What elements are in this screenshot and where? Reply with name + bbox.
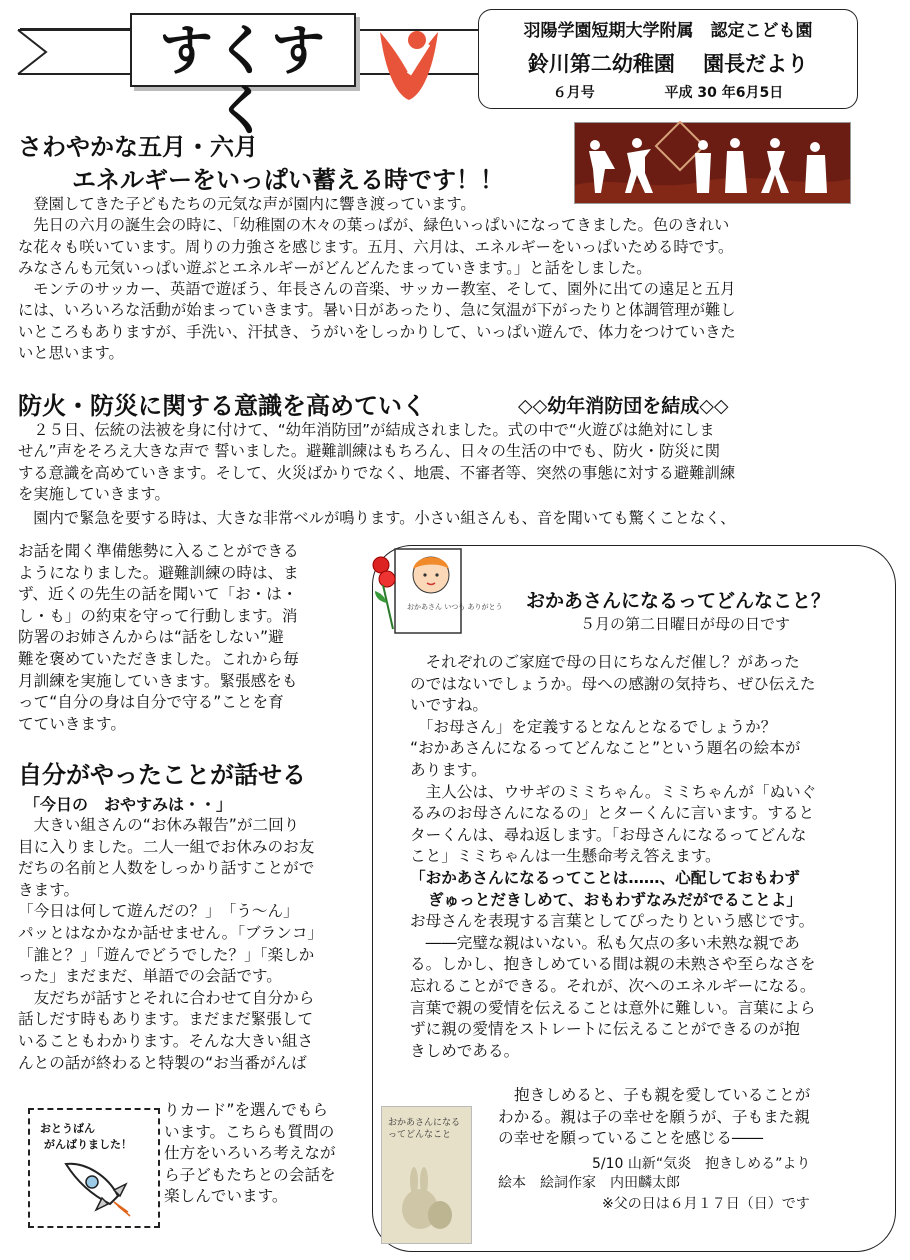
text-line: る。しかし、抱きしめている間は親の未熟さや至らなさを xyxy=(410,955,816,974)
text-line: ずに親の愛情をストレートに伝えることができるのが抱 xyxy=(410,1020,800,1039)
picture-book-cover-image xyxy=(381,1106,472,1244)
text-line: いですね。 xyxy=(410,696,488,715)
column-body xyxy=(410,652,880,1062)
section2-subheading: ◇◇幼年消防団を結成◇◇ xyxy=(518,395,729,417)
section1-heading1: さわやかな五月・六月 xyxy=(18,133,258,161)
text-line: 防署のお姉さんからは“話をしない”避 xyxy=(18,628,284,647)
text-line: 月訓練を実施していきます。緊張感をも xyxy=(18,671,298,690)
dance-banner-image xyxy=(574,122,851,204)
text-line: 大きい組さんの“お休み報告”が二回り xyxy=(18,816,300,834)
text-line: った」まだまだ、単語での会話です。 xyxy=(18,967,282,986)
column-source: 5/10 山新“気炎 抱きしめる”より xyxy=(592,1156,811,1172)
section2-heading: 防火・防災に関する意識を高めていく xyxy=(18,392,426,420)
text-line: を実施していきます。 xyxy=(18,484,170,503)
text-line: 先日の六月の誕生会の時に、「幼稚園の木々の葉っぱが、緑色いっぱいになってきました。色のきれい xyxy=(18,216,730,235)
section3-body-short xyxy=(164,1100,374,1208)
text-line: あります。 xyxy=(410,760,487,779)
issue-label: ６月号 xyxy=(552,85,595,101)
school-name-line2: 鈴川第二幼稚園 園長だより xyxy=(527,52,809,76)
section3-subheading: 「今日の おやすみは・・」 xyxy=(24,795,233,814)
section1-heading2: エネルギーをいっぱい蓄える時です！！ xyxy=(72,166,504,194)
text-line: ず、近くの先生の話を聞いて「お・は・ xyxy=(18,585,298,604)
text-line: お話を聞く準備態勢に入ることができる xyxy=(18,542,299,560)
newsletter-title: すくすく xyxy=(159,19,327,142)
text-line: わかる。親は子の幸せを願うが、子もまた親 xyxy=(498,1107,810,1126)
text-line: のではないでしょうか。母への感謝の気持ち、ぜひ伝えた xyxy=(410,674,816,693)
text-line: ターくんは、尋ね返します。「お母さんになるってどんな xyxy=(410,825,807,844)
text-line: には、いろいろな活動が始まっていきます。暑い日があったり、急に気温が下がったりと体調管理が難し xyxy=(18,301,736,320)
text-line: きます。 xyxy=(18,880,80,899)
text-line: いと思います。 xyxy=(18,344,124,363)
text-line: 難を褒めていただきました。これから毎 xyxy=(18,649,299,668)
text-line: 話しだす時もあります。まだまだ緊張して xyxy=(18,1010,314,1029)
text-line: モンテのサッカー、英語で遊ぼう、年長さんの音楽、サッカー教室、そして、園外に出ての遠足と五月 xyxy=(18,280,736,299)
section3-body xyxy=(18,815,368,1074)
text-line: 忘れることができる。それが、次へのエネルギーになる。 xyxy=(410,976,816,995)
text-line: いところもありますが、手洗い、汗拭き、うがいをしっかりして、いっぱい遊んで、体力をつけていきた xyxy=(18,322,736,341)
text-line: きしめである。 xyxy=(410,1041,520,1060)
text-line: って“自分の身は自分で守る”ことを育 xyxy=(18,693,284,712)
text-line: の幸せを願っていることを感じる―― xyxy=(498,1129,764,1148)
text-line: パッとはなかなか話せません。「ブランコ」 xyxy=(18,923,324,942)
text-line: 目に入りました。二人一組でお休みのお友 xyxy=(18,837,315,856)
text-line: ら子どもたちとの会話を xyxy=(164,1165,336,1184)
text-line: います。こちらも質問の xyxy=(164,1122,335,1141)
title-box xyxy=(130,13,356,142)
book-title: おかあさんになるってどんなこと xyxy=(388,1118,461,1140)
text-line: 言葉で親の愛情を伝えることは意外に難しい。言葉によら xyxy=(410,998,816,1017)
card-text-line2: がんばりました！ xyxy=(44,1138,132,1151)
text-line: する意識を高めていきます。そして、火災ばかりでなく、地震、不審者等、突然の事態に対する避難訓練 xyxy=(18,463,736,482)
text-line: 「今日は何して遊んだの？」 「う～ん」 xyxy=(18,902,299,921)
text-line: 「お母さん」を定義するとなんとなるでしょうか？ xyxy=(410,717,777,736)
text-line: 「誰と？」「遊んでどうでした？」「楽しか xyxy=(18,945,315,964)
column-heading: おかあさんになるってどんなこと？ xyxy=(525,590,830,612)
rabbits-illustration xyxy=(390,1159,462,1235)
quote-line: 「おかあさんになるってことは……、心配しておもわず xyxy=(410,868,800,887)
text-line: な花々も咲いています。周りの力強さを感じます。五月、六月は、エネルギーをいっぱいためる時です。 xyxy=(18,237,734,256)
text-line: ２５日、伝統の法被を身に付けて、“幼年消防団”が結成されました。式の中で“火遊びは絶対にしま xyxy=(18,421,715,439)
column-closing xyxy=(498,1085,878,1150)
dancers-silhouette xyxy=(575,123,850,203)
text-line: それぞれのご家庭で母の日にちなんだ催し？があった xyxy=(410,653,800,671)
section3-heading: 自分がやったことが話せる xyxy=(18,761,306,789)
text-line: だちの名前と人数をしっかり話すことがで xyxy=(18,859,315,878)
section2-column-body xyxy=(18,541,358,735)
quote-line: ぎゅっとだきしめて、おもわずなみだがでることよ」 xyxy=(428,890,802,909)
text-line: んとの話が終わると特製の“お当番がんば xyxy=(18,1053,307,1072)
text-line: 園内で緊急を要する時は、大きな非常ベルが鳴ります。小さい組さんも、音を聞いても驚くことなく、 xyxy=(18,509,736,528)
duty-card-illustration xyxy=(28,1108,160,1228)
rocket-icon xyxy=(56,1154,136,1220)
text-line: こと」ミミちゃんは一生懸命考え答えます。 xyxy=(410,847,721,866)
text-line: いることもわかります。そんな大きい組さ xyxy=(18,1031,314,1050)
issue-date-line xyxy=(479,82,857,102)
text-line: みなさんも元気いっぱい遊ぶとエネルギーがどんどんたまっていきます。」と話をしました。 xyxy=(18,258,652,277)
section2-body xyxy=(18,420,888,529)
school-name-line1: 羽陽学園短期大学附属 認定こども園 xyxy=(523,21,813,41)
text-line: 登園してきた子どもたちの元気な声が園内に響き渡っています。 xyxy=(18,195,476,213)
text-line: せん”声をそろえ大きな声で 誓いました。避難訓練はもちろん、日々の生活の中でも、防火・防災に関 xyxy=(18,442,721,461)
school-info-box xyxy=(478,9,858,109)
school-logo-icon xyxy=(376,24,442,104)
text-line: “おかあさんになるってどんなこと”という題名の絵本が xyxy=(410,739,801,758)
book-credit: 絵本 絵詞作家 内田麟太郎 xyxy=(498,1175,680,1191)
text-line: 楽しんでいます。 xyxy=(164,1187,288,1206)
text-line: 友だちが話すとそれに合わせて自分から xyxy=(18,988,315,1007)
text-line: 仕方をいろいろ考えなが xyxy=(164,1144,336,1163)
text-line: ようになりました。避難訓練の時は、ま xyxy=(18,563,299,582)
text-line: 抱きしめると、子も親を愛していることが xyxy=(514,1086,811,1104)
text-line: 主人公は、ウサギのミミちゃん。ミミちゃんが「ぬいぐ xyxy=(410,782,817,801)
text-line: ――完璧な親はいない。私も欠点の多い未熟な親であ xyxy=(410,933,800,952)
text-line: し・も」の約束を守って行動します。消 xyxy=(18,606,298,625)
section1-body xyxy=(18,194,888,364)
issue-date: 平成 30 年6月5日 xyxy=(664,85,784,101)
card-text: おかあさん いつも ありがとう xyxy=(407,603,503,611)
mothers-day-card-image xyxy=(365,545,503,640)
fathers-day-note: ※父の日は６月１７日（日）です xyxy=(602,1196,810,1212)
card-text-line1: おとうばん xyxy=(40,1122,95,1135)
text-line: るみのお母さんになるの」とターくんに言います。すると xyxy=(410,804,815,823)
text-line: お母さんを表現する言葉としてぴったりという感じです。 xyxy=(410,912,815,931)
column-subheading: ５月の第二日曜日が母の日です xyxy=(579,615,790,633)
text-line: りカード”を選んでもら xyxy=(164,1101,329,1119)
text-line: てていきます。 xyxy=(18,714,126,733)
